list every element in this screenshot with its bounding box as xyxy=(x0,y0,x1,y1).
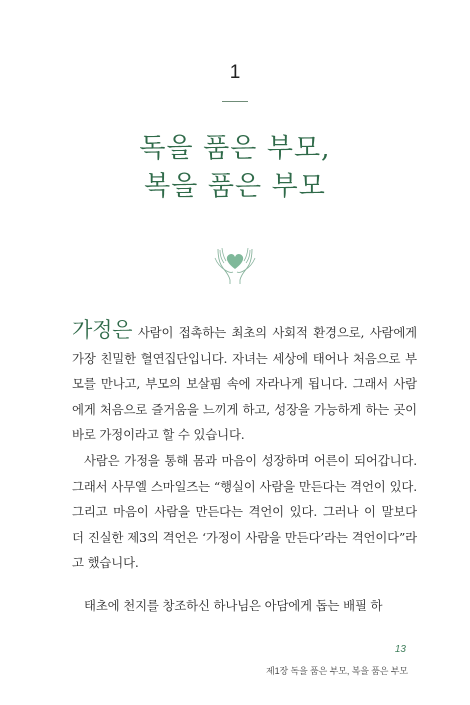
chapter-title-line-1: 독을 품은 부모, xyxy=(139,133,331,164)
paragraph-1 xyxy=(72,318,417,448)
chapter-number: 1 xyxy=(229,62,241,83)
paragraph-2: 사람은 가정을 통해 몸과 마음이 성장하며 어른이 되어갑니다. 그래서 사무엘 스마일즈는 “행실이 사람을 만든다는 격언이 있다. 그리고 마음이 사람을 만든다는 격언이 있다. 그러나 이 말보다 더 진실한 제3의 격언은 ‘가정이 사람을 만든다’라는 격언이다”라고 했습니다. xyxy=(72,452,417,571)
chapter-divider xyxy=(222,101,248,102)
hands-holding-heart-icon xyxy=(210,236,260,286)
paragraph-3: 태초에 천지를 창조하신 하나님은 아담에게 돕는 배필 하 xyxy=(84,597,383,613)
chapter-body xyxy=(72,318,417,619)
chapter-title-line-2: 복을 품은 부모 xyxy=(144,171,326,202)
page-number: 13 xyxy=(394,644,406,655)
running-footer: 제1장 독을 품은 부모, 복을 품은 부모 xyxy=(265,666,408,676)
paragraph-1-text: 사람이 접촉하는 최초의 사회적 환경으로, 사람에게 가장 친밀한 혈연집단입니다. 자녀는 세상에 태어나 처음으로 부모를 만나고, 부모의 보살핌 속에 자라나게 됩니다. 그래서 사람에게 처음으로 즐거움을 느끼게 하고, 성장을 가능하게 하는 곳이 바로 가정이라고 할 수 있습니다. xyxy=(72,325,417,443)
chapter-title xyxy=(0,130,470,206)
lead-word: 가정은 xyxy=(72,318,133,342)
